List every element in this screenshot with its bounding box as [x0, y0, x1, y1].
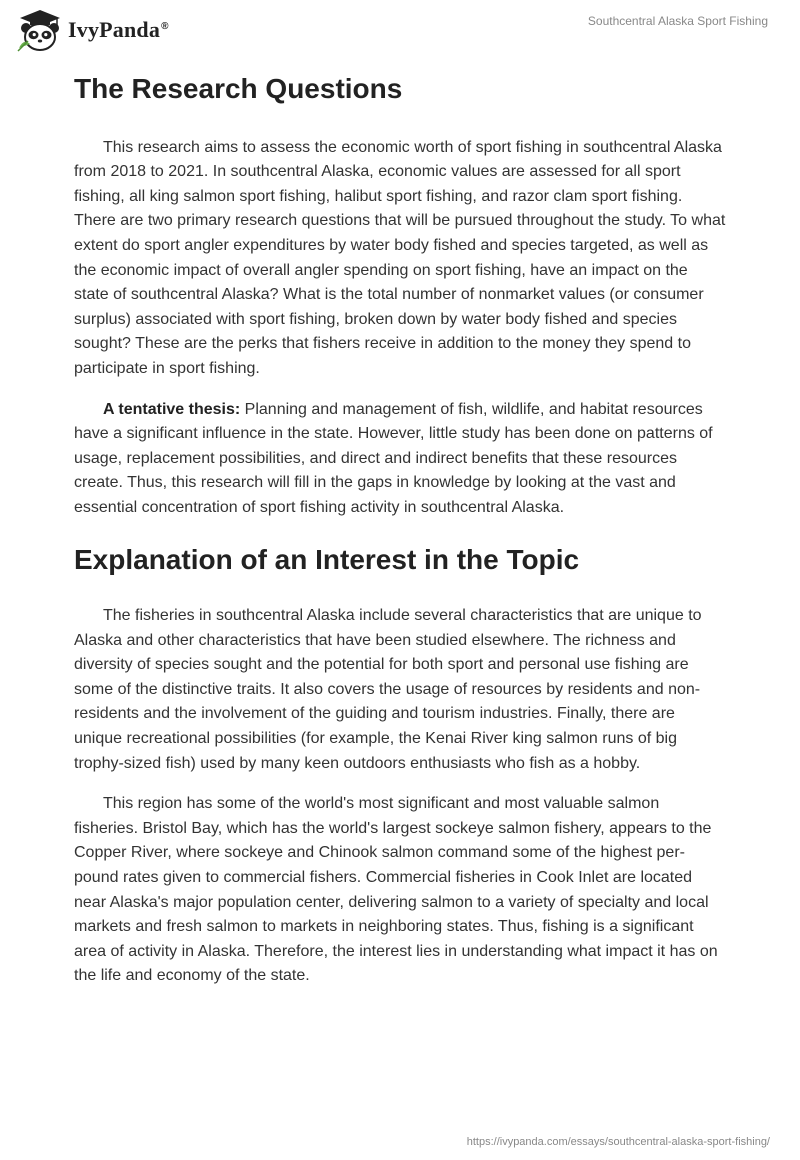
paragraph-fisheries-characteristics: The fisheries in southcentral Alaska include several characteristics that are unique to Alaska and other characteristics that have been studied elsewhere. The richness and diversity of species sought and the potential for both sport and personal use fishing are some of the distinctive traits. It also covers the usage of resources by residents and non-residents and the involvement of the guiding and tourism industries. Finally, there are unique recreational possibilities (for example, the Kenai River king salmon runs of big trophy-sized fish) used by many keen outdoors enthusiasts who fish as a hobby. — [74, 607, 702, 772]
paragraph-salmon-fisheries: This region has some of the world's most significant and most valuable salmon fisheries. Bristol Bay, which has the world's largest sockeye salmon fishery, appears to the Copper River, where sockeye and Chinook salmon command some of the highest per-pound rates given to commercial fishers. Commercial fisheries in Cook Inlet are located near Alaska's major population center, delivering salmon to a variety of specialty and local markets and fresh salmon to markets in neighboring states. Thus, fishing is a significant area of activity in Alaska. Therefore, the interest lies in understanding what impact it has on the life and economy of the state. — [74, 795, 718, 985]
paragraph-research-aims: This research aims to assess the economic worth of sport fishing in southcentral Alaska from 2018 to 2021. In southcentral Alaska, economic values are assessed for all sport fishing, all king salmon sport fishing, halibut sport fishing, and razor clam sport fishing. There are two primary research questions that will be pursued throughout the study. To what extent do sport angler expenditures by water body fished and species targeted, as well as the economic impact of overall angler spending on sport fishing, have an impact on the state of southcentral Alaska? What is the total number of nonmarket values (or consumer surplus) associated with sport fishing, broken down by water body fished and species sought? These are the perks that fishers receive in addition to the money they spend to participate in sport fishing. — [74, 138, 726, 377]
brand-logo-link[interactable] — [16, 8, 169, 52]
thesis-label: A tentative thesis: — [103, 400, 241, 418]
section-heading-research-questions: The Research Questions — [74, 73, 403, 104]
brand-name: IvyPanda® — [68, 17, 169, 42]
thesis-text: Planning and management of fish, wildlife, and habitat resources have a significant influence in the state. However, little study has been done on patterns of usage, replacement possibilities, and direct and indirect benefits that these resources create. Thus, this research will fill in the gaps in knowledge by looking at the vast and essential concentration of sport fishing activity in southcentral Alaska. — [74, 400, 713, 516]
section-heading-interest: Explanation of an Interest in the Topic — [74, 543, 580, 575]
essay-content — [74, 70, 726, 1005]
source-url-link[interactable]: https://ivypanda.com/essays/southcentral-alaska-sport-fishing/ — [466, 1136, 770, 1148]
registered-mark: ® — [161, 20, 169, 32]
page-header — [0, 0, 800, 56]
paragraph-tentative-thesis — [74, 398, 726, 521]
document-title: Southcentral Alaska Sport Fishing — [587, 14, 768, 28]
panda-graduate-icon — [16, 8, 64, 52]
